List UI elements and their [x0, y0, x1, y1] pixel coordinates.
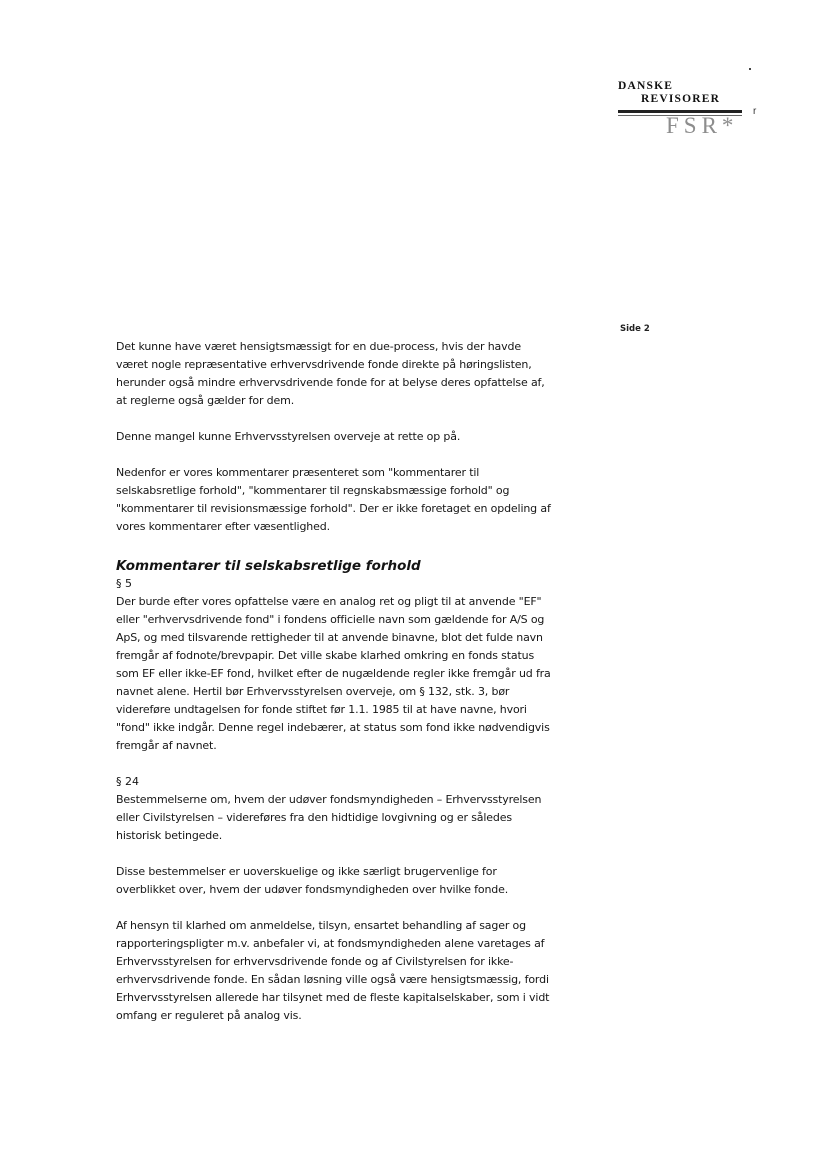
fsr-logo-text: FSR*: [666, 113, 739, 138]
spacer: [116, 899, 596, 917]
text-line: omfang er reguleret på analog vis.: [116, 1009, 302, 1022]
text-line: overblikket over, hvem der udøver fondsmyndigheden over hvilke fonde.: [116, 883, 509, 896]
text-line: eller "erhvervsdrivende fond" i fondens officielle navn som gældende for A/S og: [116, 613, 545, 626]
section-5-label: § 5: [116, 577, 132, 590]
text-line: Denne mangel kunne Erhvervsstyrelsen overveje at rette op på.: [116, 430, 461, 443]
text-line: herunder også mindre erhvervsdrivende fonde for at belyse deres opfattelse af,: [116, 376, 545, 389]
spacer: [116, 755, 596, 773]
text-line: rapporteringspligter m.v. anbefaler vi, at fondsmyndigheden alene varetages af: [116, 937, 545, 950]
text-line: historisk betingede.: [116, 829, 223, 842]
text-line: Erhvervsstyrelsen for erhvervsdrivende fonde og af Civilstyrelsen for ikke-: [116, 955, 514, 968]
text-line: som EF eller ikke-EF fond, hvilket efter de nugældende regler ikke fremgår ud fra: [116, 667, 551, 680]
section-24-label: § 24: [116, 775, 139, 788]
letterhead-line-danske: DANSKE: [618, 80, 674, 92]
scan-speck: [749, 68, 751, 70]
text-line: videreføre undtagelsen for fonde stiftet før 1.1. 1985 til at have navne, hvori: [116, 703, 527, 716]
text-line: selskabsretlige forhold", "kommentarer til regnskabsmæssige forhold" og: [116, 484, 510, 497]
letterhead-mark: r: [753, 106, 757, 117]
text-line: erhvervsdrivende fonde. En sådan løsning ville også være hensigtsmæssig, fordi: [116, 973, 549, 986]
document-body: [116, 338, 596, 1025]
intro-paragraph-2: [116, 428, 596, 446]
spacer: [116, 410, 596, 428]
section-heading: Kommentarer til selskabsretlige forhold: [116, 558, 421, 574]
spacer: [116, 446, 596, 464]
text-line: været nogle repræsentative erhvervsdrivende fonde direkte på høringslisten,: [116, 358, 532, 371]
text-line: Det kunne have været hensigtsmæssigt for en due-process, hvis der havde: [116, 340, 521, 353]
section-24-paragraph-3: [116, 917, 596, 1025]
section-5-paragraph: [116, 593, 596, 755]
text-line: at reglerne også gælder for dem.: [116, 394, 295, 407]
text-line: eller Civilstyrelsen – videreføres fra den hidtidige lovgivning og er således: [116, 811, 512, 824]
section-24-paragraph-1: [116, 791, 596, 845]
text-line: ApS, og med tilsvarende rettigheder til at anvende binavne, blot det fulde navn: [116, 631, 543, 644]
text-line: navnet alene. Hertil bør Erhvervsstyrelsen overveje, om § 132, stk. 3, bør: [116, 685, 510, 698]
text-line: fremgår af fodnote/brevpapir. Det ville skabe klarhed omkring en fonds status: [116, 649, 535, 662]
page-number: Side 2: [620, 324, 650, 334]
text-line: Erhvervsstyrelsen allerede har tilsynet med de fleste kapitalselskaber, som i vidt: [116, 991, 550, 1004]
text-line: Af hensyn til klarhed om anmeldelse, tilsyn, ensartet behandling af sager og: [116, 919, 526, 932]
text-line: Bestemmelserne om, hvem der udøver fondsmyndigheden – Erhvervsstyrelsen: [116, 793, 542, 806]
text-line: "kommentarer til revisionsmæssige forhold". Der er ikke foretaget en opdeling af: [116, 502, 551, 515]
spacer: [116, 536, 596, 557]
section-24-paragraph-2: [116, 863, 596, 899]
letterhead-line-revisorer: REVISORER: [641, 93, 721, 105]
text-line: Der burde efter vores opfattelse være en analog ret og pligt til at anvende "EF": [116, 595, 542, 608]
text-line: fremgår af navnet.: [116, 739, 217, 752]
intro-paragraph-1: [116, 338, 596, 410]
text-line: Nedenfor er vores kommentarer præsenteret som "kommentarer til: [116, 466, 480, 479]
spacer: [116, 845, 596, 863]
text-line: "fond" ikke indgår. Denne regel indebærer, at status som fond ikke nødvendigvis: [116, 721, 550, 734]
text-line: Disse bestemmelser er uoverskuelige og ikke særligt brugervenlige for: [116, 865, 497, 878]
intro-paragraph-3: [116, 464, 596, 536]
letterhead-logo: [600, 80, 770, 160]
text-line: vores kommentarer efter væsentlighed.: [116, 520, 330, 533]
